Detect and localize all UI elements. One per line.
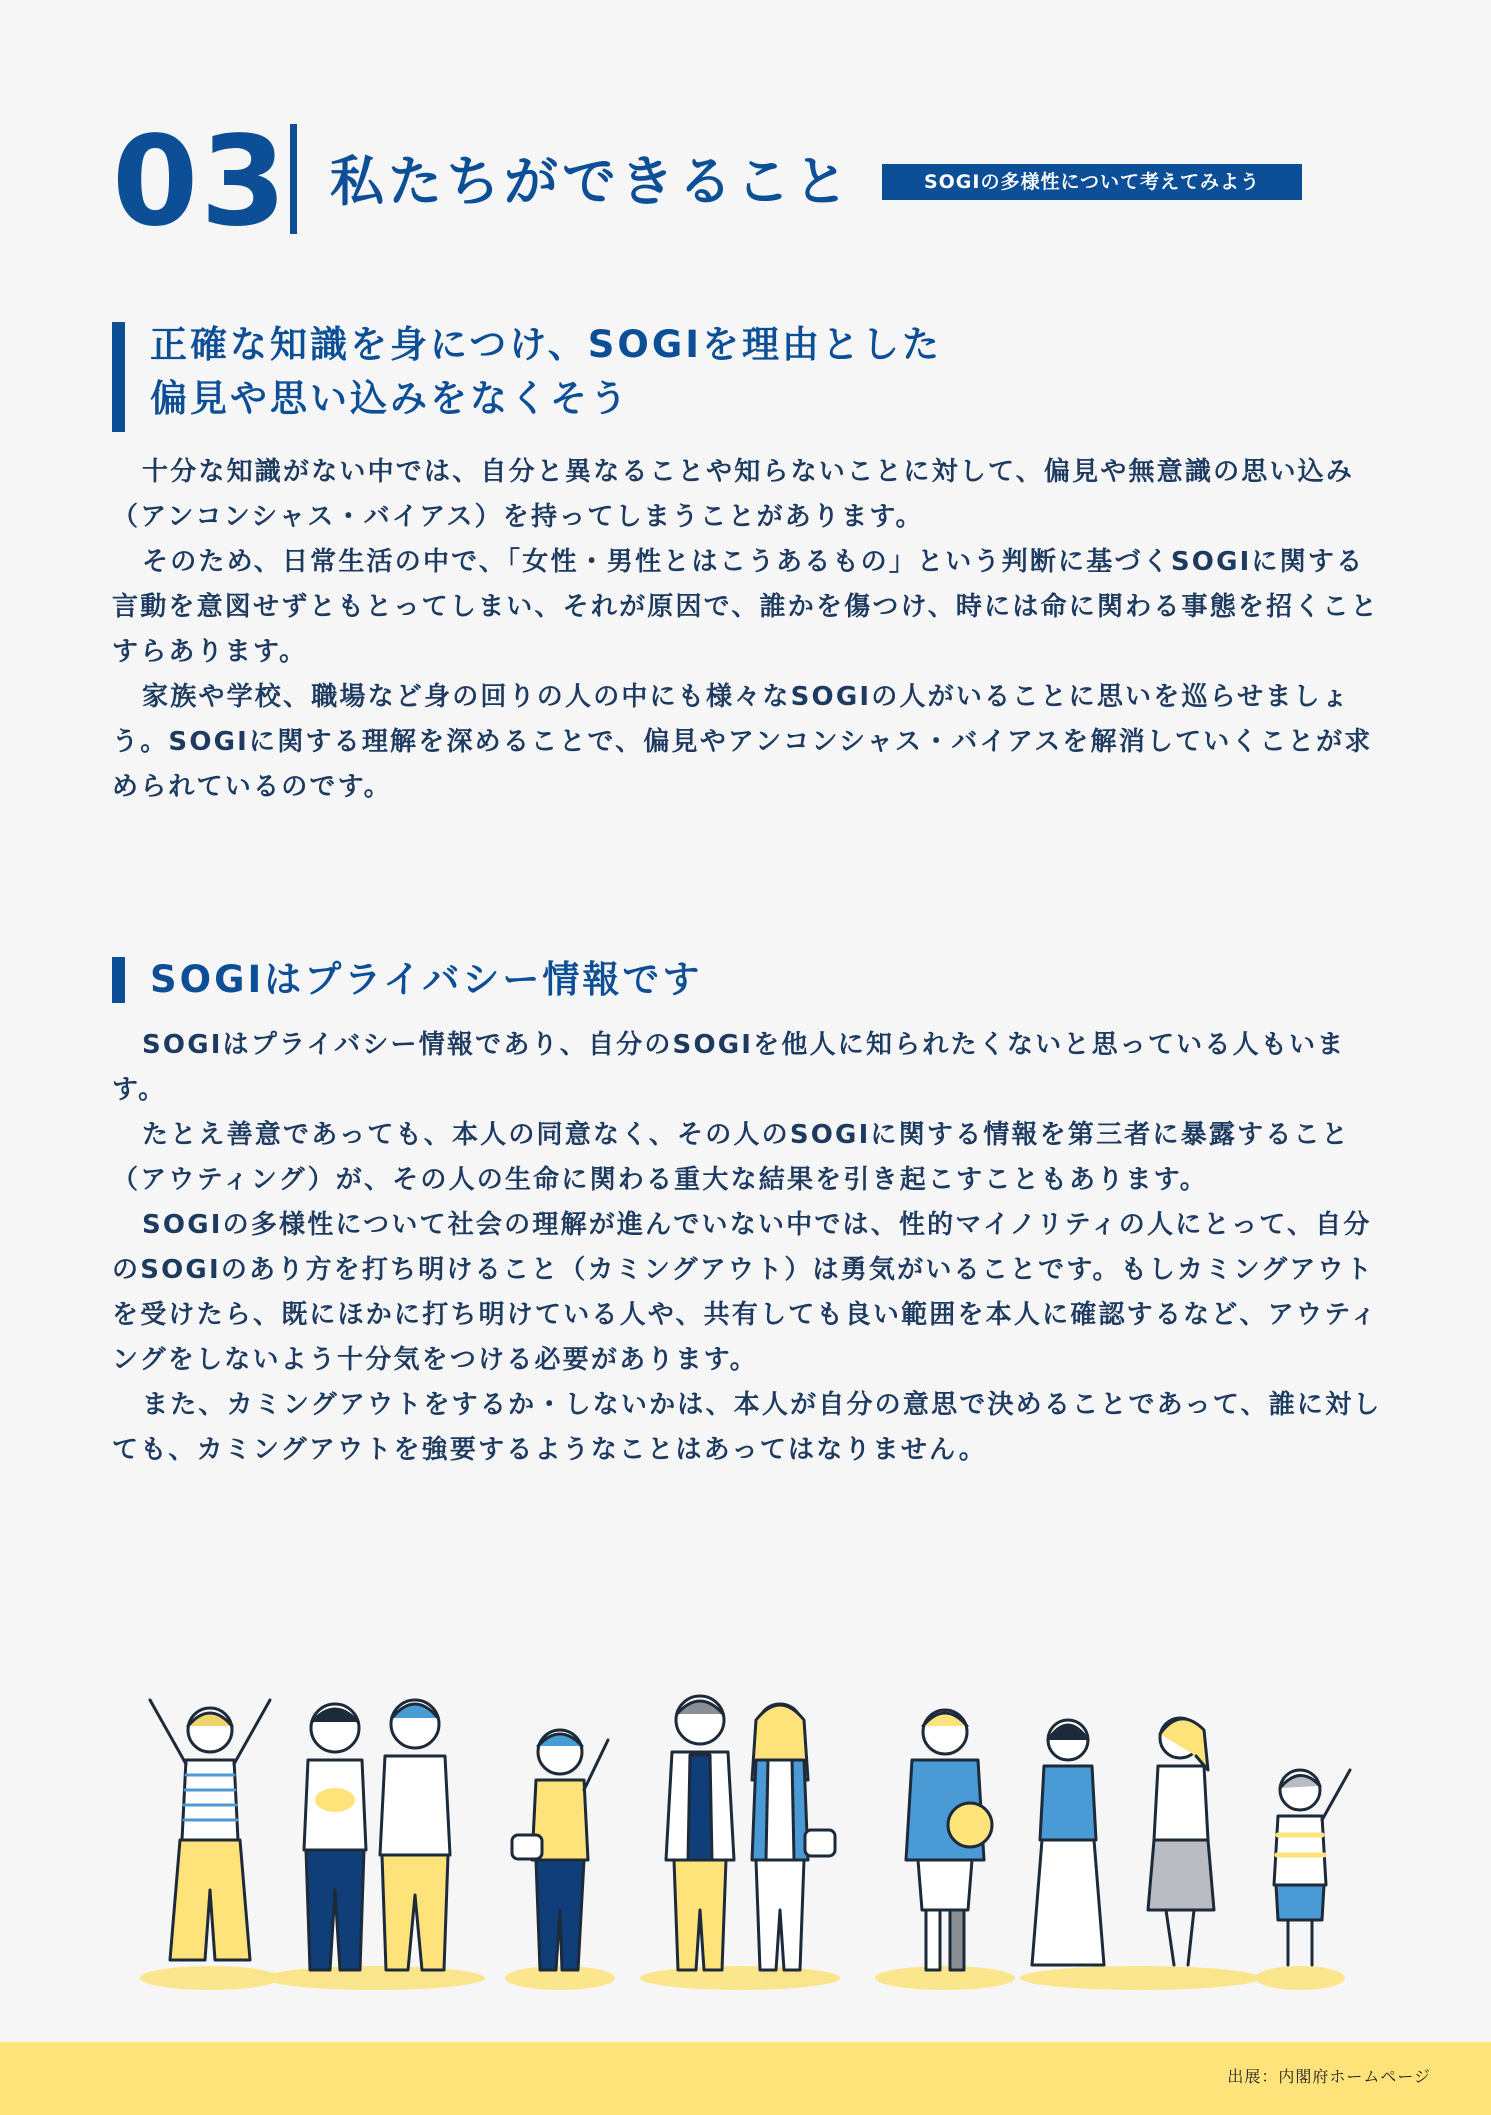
person-icon [380, 1700, 450, 1970]
heading-bar [112, 322, 125, 432]
footer-band [0, 2042, 1491, 2115]
person-icon [512, 1730, 608, 1970]
paragraph: SOGIの多様性について社会の理解が進んでいない中では、性的マイノリティの人にとって、自分のSOGIのあり方を打ち明けること（カミングアウト）は勇気がいることです。もしカミングアウトを受けたら、既にほかに打ち明けている人や、共有しても良い範囲を本人に確認するなど、アウティングをしないよう十分気をつける必要があります。 [112, 1210, 1379, 1375]
paragraph: そのため、日常生活の中で、「女性・男性とはこうあるもの」という判断に基づくSOGIに関する言動を意図せずともとってしまい、それが原因で、誰かを傷つけ、時には命に関わる事態を招くことすらあります。 [112, 547, 1379, 667]
person-icon [752, 1704, 835, 1970]
person-icon [666, 1696, 734, 1970]
person-icon [1148, 1718, 1214, 1965]
person-icon [1032, 1720, 1104, 1965]
heading-bar [112, 957, 125, 1003]
paragraph: SOGIはプライバシー情報であり、自分のSOGIを他人に知られたくないと思っている人もいます。 [112, 1030, 1346, 1105]
paragraph: たとえ善意であっても、本人の同意なく、その人のSOGIに関する情報を第三者に暴露すること（アウティング）が、その人の生命に関わる重大な結果を引き起こすこともあります。 [112, 1120, 1350, 1195]
section-title-line1: 正確な知識を身につけ、SOGIを理由とした [150, 323, 943, 366]
chapter-title: 私たちができること [330, 150, 852, 213]
chapter-divider [290, 124, 297, 234]
diverse-people-illustration [100, 1660, 1390, 1990]
source-credit: 出展：内閣府ホームページ [1227, 2067, 1431, 2086]
section-title: SOGIはプライバシー情報です [150, 958, 703, 1001]
section-heading [112, 318, 1382, 426]
section-knowledge [112, 318, 1382, 810]
section-heading [112, 953, 1382, 1007]
section-title-line2: 偏見や思い込みをなくそう [150, 377, 630, 420]
paragraph: また、カミングアウトをするか・しないかは、本人が自分の意思で決めることであって、誰に対しても、カミングアウトを強要するようなことはあってはなりません。 [112, 1390, 1382, 1465]
paragraph: 十分な知識がない中では、自分と異なることや知らないことに対して、偏見や無意識の思い込み（アンコンシャス・バイアス）を持ってしまうことがあります。 [112, 457, 1355, 532]
chapter-tag: SOGIの多様性について考えてみよう [882, 164, 1302, 200]
chapter-header [112, 110, 1412, 254]
person-icon [1274, 1770, 1350, 1965]
person-icon [150, 1700, 270, 1960]
chapter-number: 03 [112, 110, 289, 254]
section-body [112, 450, 1382, 810]
section-body [112, 1023, 1382, 1473]
person-icon [304, 1704, 366, 1970]
section-privacy [112, 953, 1382, 1473]
paragraph: 家族や学校、職場など身の回りの人の中にも様々なSOGIの人がいることに思いを巡らせましょう。SOGIに関する理解を深めることで、偏見やアンコンシャス・バイアスを解消していくことが求められているのです。 [112, 682, 1373, 802]
person-icon [906, 1710, 992, 1970]
